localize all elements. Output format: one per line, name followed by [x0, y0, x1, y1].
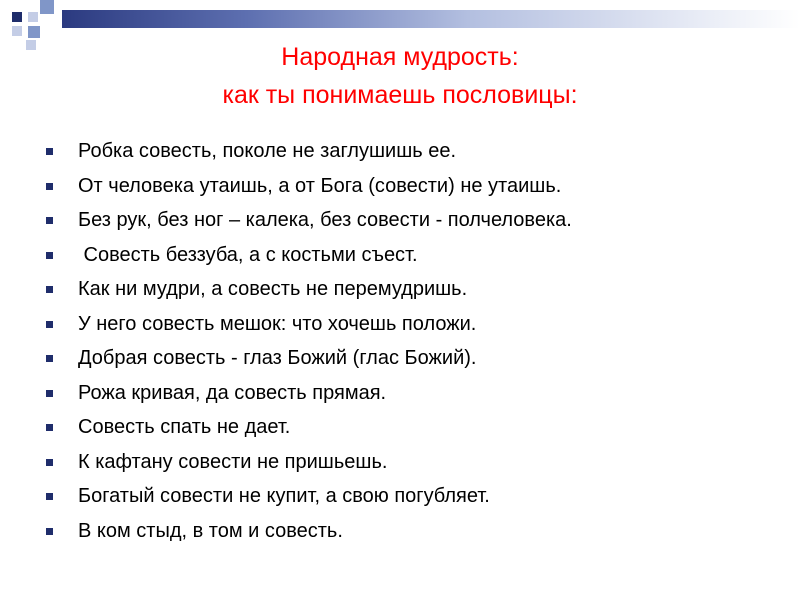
corner-square-icon [12, 26, 22, 36]
square-bullet-icon [46, 183, 53, 190]
corner-square-icon [40, 0, 54, 14]
square-bullet-icon [46, 424, 53, 431]
title-line-1: Народная мудрость: [281, 43, 519, 71]
proverb-item [42, 238, 782, 273]
square-bullet-icon [46, 286, 53, 293]
proverb-item [42, 272, 782, 307]
corner-square-icon [28, 12, 38, 22]
proverb-item [42, 445, 782, 480]
proverb-item [42, 203, 782, 238]
square-bullet-icon [46, 252, 53, 259]
square-bullet-icon [46, 148, 53, 155]
header-gradient-bar [62, 10, 800, 28]
corner-square-icon [28, 26, 40, 38]
square-bullet-icon [46, 321, 53, 328]
proverb-item [42, 169, 782, 204]
corner-square-icon [12, 12, 22, 22]
square-bullet-icon [46, 493, 53, 500]
proverb-text: Добрая совесть - глаз Божий (глас Божий). [78, 347, 477, 369]
square-bullet-icon [46, 355, 53, 362]
proverb-item [42, 410, 782, 445]
title-line-2: как ты понимаешь пословицы: [222, 81, 578, 109]
proverb-text: У него совесть мешок: что хочешь положи. [78, 312, 477, 335]
proverb-text: К кафтану совести не пришьешь. [78, 450, 388, 473]
proverb-text: Совесть беззуба, а с костьми съест. [78, 243, 418, 266]
proverb-item [42, 514, 782, 549]
proverb-item [42, 341, 782, 376]
proverb-text: В ком стыд, в том и совесть. [78, 519, 343, 542]
proverb-text: Как ни мудри, а совесть не перемудришь. [78, 278, 468, 300]
slide-title [0, 38, 800, 114]
proverb-item [42, 479, 782, 514]
square-bullet-icon [46, 217, 53, 224]
proverb-text: Без рук, без ног – калека, без совести - полчеловека. [78, 209, 572, 231]
proverb-item [42, 134, 782, 169]
square-bullet-icon [46, 459, 53, 466]
proverb-list [42, 134, 782, 548]
square-bullet-icon [46, 390, 53, 397]
proverb-item [42, 307, 782, 342]
proverb-text: Рожа кривая, да совесть прямая. [78, 381, 387, 404]
proverb-text: Робка совесть, поколе не заглушишь ее. [78, 140, 457, 162]
proverb-text: От человека утаишь, а от Бога (совести) не утаишь. [78, 174, 562, 197]
proverb-text: Богатый совести не купит, а свою погубляет. [78, 485, 490, 507]
proverb-item [42, 376, 782, 411]
proverb-text: Совесть спать не дает. [78, 416, 291, 438]
square-bullet-icon [46, 528, 53, 535]
